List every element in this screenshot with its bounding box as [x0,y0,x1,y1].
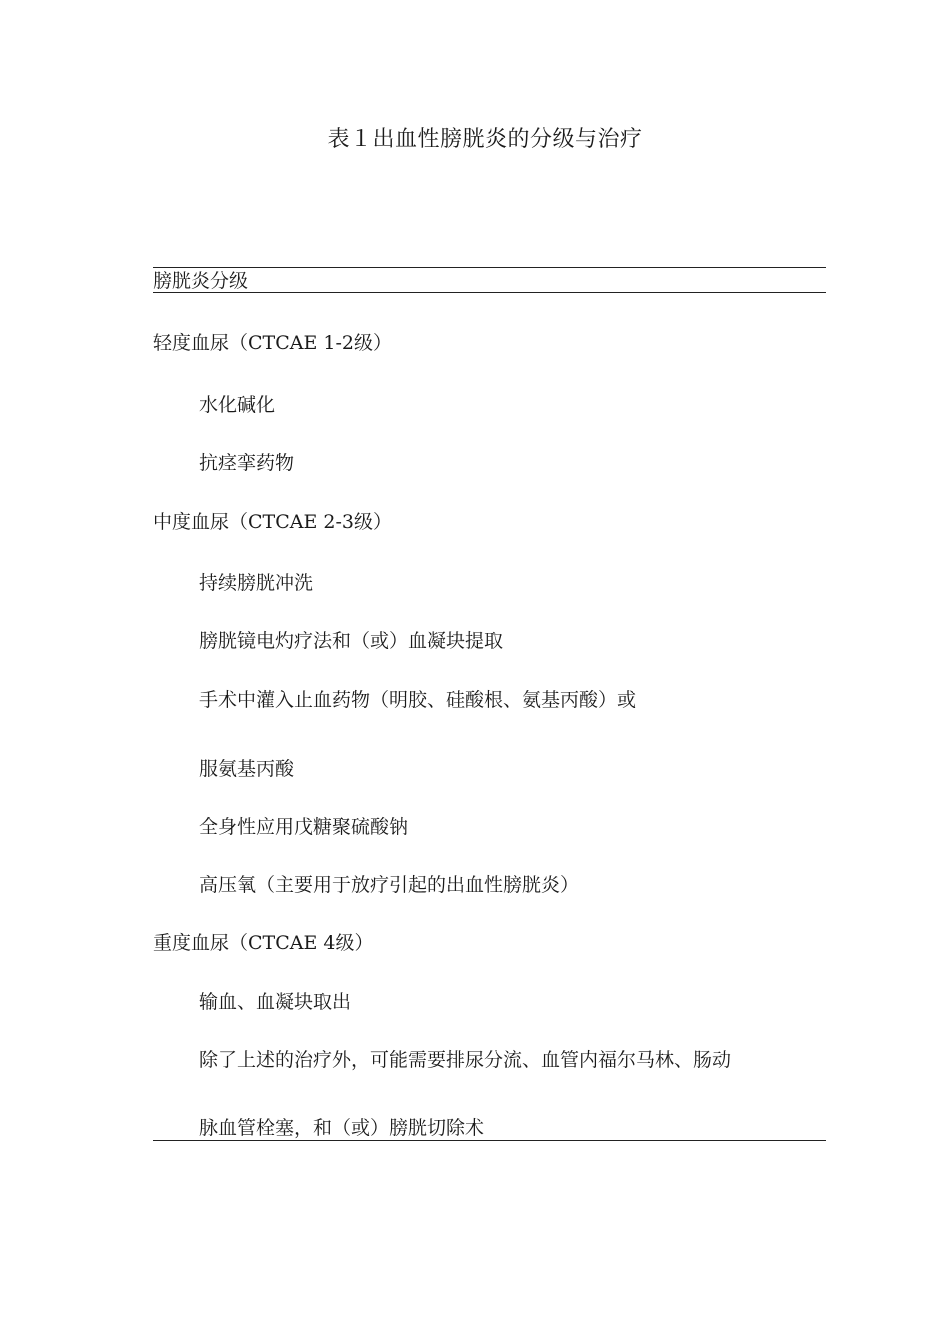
moderate-treatment-item: 持续膀胱冲洗 [199,572,314,594]
severe-treatment-item: 除了上述的治疗外，可能需要排尿分流、血管内福尔马林、肠动 [199,1049,732,1071]
mild-treatment-item: 抗痉挛药物 [199,452,295,474]
moderate-treatment-item: 高压氧（主要用于放疗引起的出血性膀胱炎） [199,874,580,896]
grade-severe-label: 重度血尿（CTCAE 4级） [153,932,374,954]
table-top-rule [153,267,826,268]
severe-treatment-item: 输血、血凝块取出 [199,991,352,1013]
table-header-rule [153,292,826,293]
severe-treatment-item: 脉血管栓塞，和（或）膀胱切除术 [199,1117,485,1139]
moderate-treatment-item: 全身性应用戊糖聚硫酸钠 [199,816,409,838]
document-title: 表１出血性膀胱炎的分级与治疗 [327,127,643,152]
mild-treatment-item: 水化碱化 [199,394,276,416]
moderate-treatment-item: 服氨基丙酸 [199,758,295,780]
table-bottom-rule [153,1140,826,1141]
table-header: 膀胱炎分级 [153,270,249,292]
moderate-treatment-item: 膀胱镜电灼疗法和（或）血凝块提取 [199,630,504,652]
moderate-treatment-item: 手术中灌入止血药物（明胶、硅酸根、氨基丙酸）或 [199,689,637,711]
grade-moderate-label: 中度血尿（CTCAE 2-3级） [153,511,392,533]
grade-mild-label: 轻度血尿（CTCAE 1-2级） [153,332,392,354]
